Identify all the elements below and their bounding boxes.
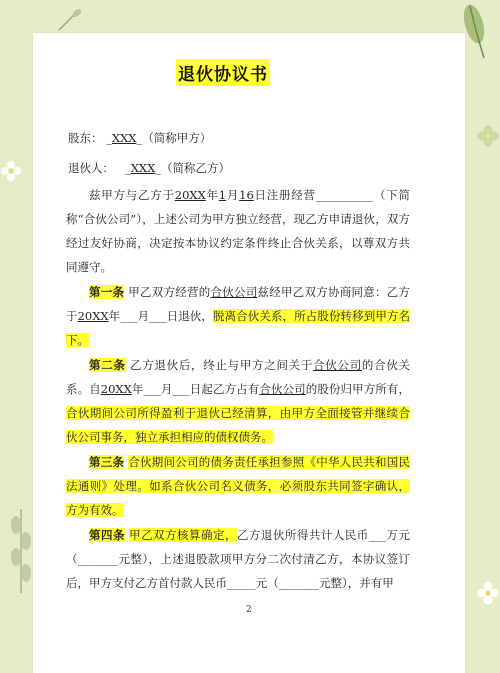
shareholder-note: （简称甲方） — [142, 131, 212, 145]
shareholder-line: 股东： _XXX_（简称甲方） — [68, 131, 212, 145]
withdrawer-note: （简称乙方） — [161, 161, 231, 175]
shareholder-name: XXX — [111, 131, 137, 145]
sprig-icon — [8, 505, 34, 595]
article-2-label: 第二条 — [89, 358, 126, 372]
intro-paragraph: 兹甲方与乙方于20XX年1月16日注册经营__________（下简称“合伙公司”），上述公司为甲方独立经营，现乙方申请退伙，双方经过友好协商，决定按本协议约定条件终止合伙关系，以尊双方共同遵守。 — [66, 188, 411, 274]
leaf-sprig-icon — [55, 4, 85, 34]
flower-icon — [0, 160, 22, 182]
document-title: 退伙协议书 — [176, 59, 270, 86]
article-4: 第四条 甲乙双方核算确定，乙方退伙所得共计人民币___万元（_______元整），上述退股款项甲方分二次付清乙方，本协议签订后，甲方支付乙方首付款人民币_____元（_______元整），并有甲 — [66, 528, 410, 590]
article-3-label: 第三条 — [89, 455, 125, 469]
article-2: 第二条 乙方退伙后，终止与甲方之间关于合伙公司的合伙关系。自20XX年___月___日起乙方占有合伙公司的股份归甲方所有，合伙期间公司所得盈利于退伙已经清算，由甲方全面接管并继续合伙公司事务，独立承担相应的债权债务。 — [66, 358, 411, 444]
article-1-label: 第一条 — [89, 285, 125, 299]
article-3: 第三条 合伙期间公司的债务责任承担参照《中华人民共和国民法通则》处理。如系合伙公司名义债务，必须股东共同签字确认，方为有效。 — [66, 455, 411, 517]
article-1: 第一条 甲乙双方经营的合伙公司兹经甲乙双方协商同意：乙方于20XX年___月___日退伙，脱离合伙关系，所占股份转移到甲方名下。 — [66, 285, 411, 347]
page-number: 2 — [246, 605, 252, 615]
withdrawer-line: 退伙人： _XXX_（简称乙方） — [68, 161, 231, 175]
flower-icon — [476, 580, 500, 608]
flower-icon — [476, 124, 500, 148]
shareholder-label: 股东： — [68, 131, 103, 145]
withdrawer-name: XXX — [130, 161, 156, 175]
withdrawer-label: 退伙人： — [68, 161, 114, 175]
article-4-label: 第四条 — [89, 528, 125, 542]
